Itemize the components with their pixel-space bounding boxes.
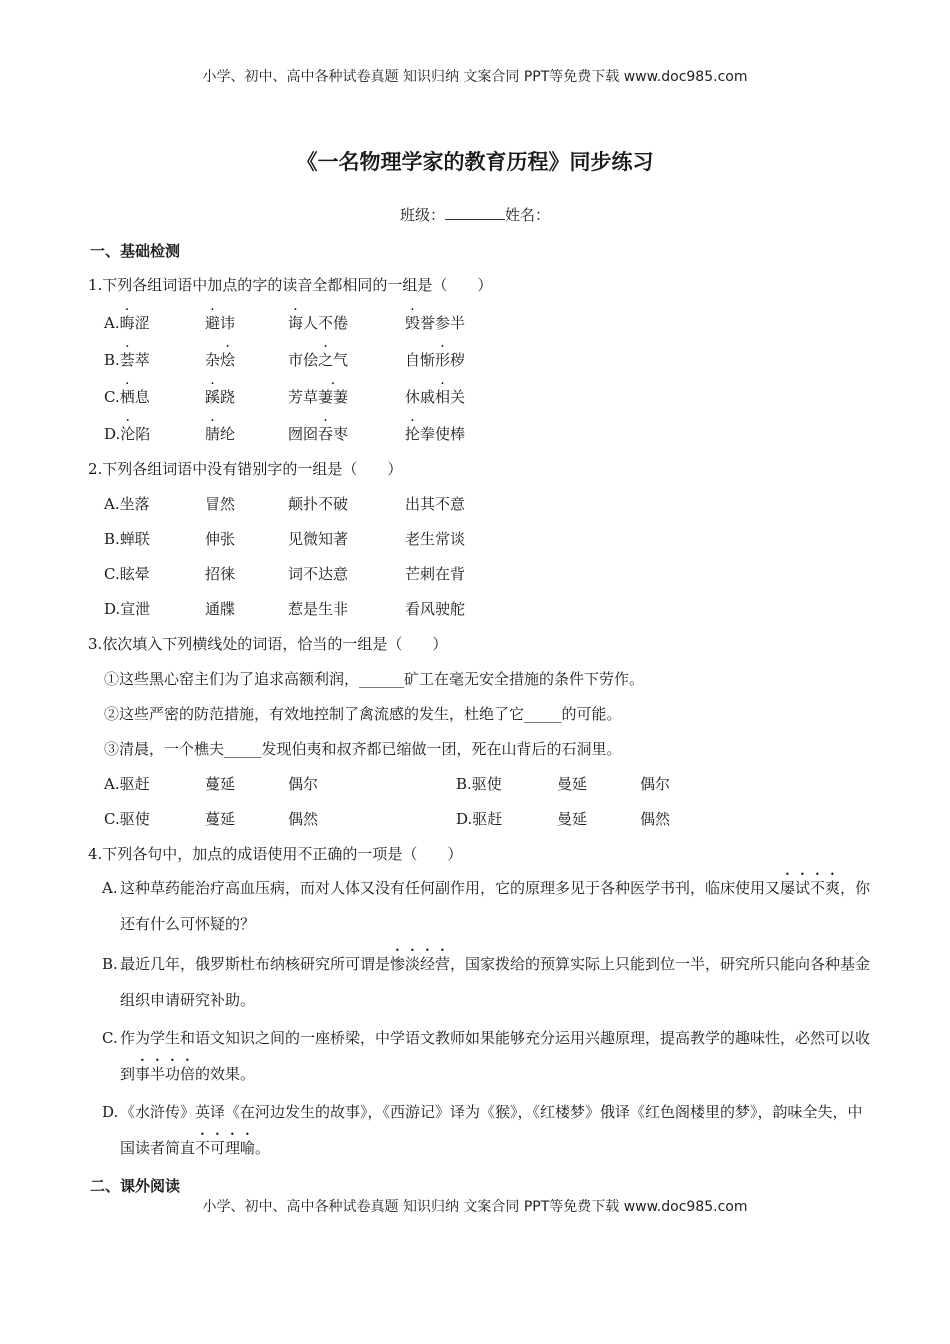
q1-option-c-word3: 芳草萋萋: [288, 388, 349, 406]
q1-option-c-word4: 休戚相关: [405, 388, 466, 406]
class-name-line: [0, 204, 950, 225]
page-title: 《一名物理学家的教育历程》同步练习: [296, 150, 654, 174]
class-label: 班级：: [399, 206, 445, 224]
q3-option-b-word3: 偶尔: [640, 775, 671, 793]
q1-option-b-word3: 市侩之气: [288, 351, 349, 369]
q3-option-a-word1: A.驱赶: [104, 775, 150, 793]
q2-option-c-word3: 词不达意: [288, 565, 349, 583]
q3-sentence-2: ②这些严密的防范措施，有效地控制了禽流感的发生，杜绝了它_____的可能。: [104, 705, 622, 723]
class-blank: [445, 205, 505, 220]
q1-option-b-word2: 杂烩: [205, 351, 236, 369]
q1-option-b-word4: 自惭形秽: [405, 351, 466, 369]
question-4-stem: 4.下列各句中，加点的成语使用不正确的一项是（ ）: [88, 845, 463, 863]
q2-option-a-word4: 出其不意: [405, 495, 466, 513]
q4-option-d: D. 《水浒传》英译《在河边发生的故事》，《西游记》译为《猴》，《红楼梦》俄译《红色阁楼里的梦》，韵味全失，中国读者简直不可理喻。: [102, 1103, 863, 1157]
q1-option-d-word1: D.沦陷: [104, 425, 151, 443]
q3-option-c-word2: 蔓延: [205, 810, 236, 828]
q2-option-c-word4: 芒刺在背: [405, 565, 466, 583]
q3-option-b-word1: B.驱使: [456, 775, 502, 793]
q2-option-a-word1: A.坐落: [104, 495, 150, 513]
q3-option-a-word2: 蔓延: [205, 775, 236, 793]
q4-option-b: B. 最近几年，俄罗斯杜布纳核研究所可谓是惨淡经营，国家拨给的预算实际上只能到位一半，研究所只能向各种基金组织申请研究补助。: [102, 955, 871, 1009]
page-header: 小学、初中、高中各种试卷真题 知识归纳 文案合同 PPT等免费下载 www.doc985.com: [202, 69, 748, 85]
q2-option-d-word2: 通牒: [205, 600, 236, 618]
q1-option-a-word2: 避讳: [205, 314, 236, 332]
q2-option-c-word1: C.眩晕: [104, 565, 150, 583]
q2-option-b-word4: 老生常谈: [405, 530, 466, 548]
q2-option-d-word3: 惹是生非: [288, 600, 349, 618]
q2-option-a-word2: 冒然: [205, 495, 236, 513]
q3-option-c-word3: 偶然: [288, 810, 319, 828]
q1-option-c-word2: 蹊跷: [205, 388, 236, 406]
section-heading-basic: 一、基础检测: [90, 242, 181, 260]
q1-option-b-word1: B.荟萃: [104, 351, 150, 369]
q3-option-d-word1: D.驱赶: [456, 810, 503, 828]
q2-option-b-word1: B.蝉联: [104, 530, 150, 548]
q3-option-b-word2: 曼延: [557, 775, 588, 793]
q1-option-c-word1: C.栖息: [104, 388, 150, 406]
q1-option-a-word4: 毁誉参半: [405, 314, 466, 332]
q4-option-c: C. 作为学生和语文知识之间的一座桥梁，中学语文教师如果能够充分运用兴趣原理，提高教学的趣味性，必然可以收到事半功倍的效果。: [102, 1029, 871, 1083]
q3-option-a-word3: 偶尔: [288, 775, 319, 793]
q1-option-a-word3: 诲人不倦: [288, 314, 349, 332]
q1-option-d-word2: 腈纶: [205, 425, 236, 443]
q4-a-dotted-idiom: 屡试不爽: [780, 879, 841, 897]
q2-option-d-word4: 看风驶舵: [405, 600, 466, 618]
q2-option-a-word3: 颠扑不破: [288, 495, 349, 513]
q3-option-d-word2: 曼延: [557, 810, 588, 828]
q1-option-a-word1: A.晦涩: [104, 314, 150, 332]
page-footer: 小学、初中、高中各种试卷真题 知识归纳 文案合同 PPT等免费下载 www.doc985.com: [202, 1199, 748, 1215]
q3-sentence-1: ①这些黑心窑主们为了追求高额利润，______矿工在毫无安全措施的条件下劳作。: [104, 670, 645, 688]
question-1-stem: 1.下列各组词语中加点的字的读音全都相同的一组是（ ）: [88, 276, 493, 294]
q2-option-c-word2: 招徕: [205, 565, 236, 583]
q3-option-c-word1: C.驱使: [104, 810, 150, 828]
question-2-stem: 2.下列各组词语中没有错别字的一组是（ ）: [88, 460, 403, 478]
q2-option-b-word3: 见微知著: [288, 530, 349, 548]
question-3-stem: 3.依次填入下列横线处的词语，恰当的一组是（ ）: [88, 635, 448, 653]
q2-option-d-word1: D.宣泄: [104, 600, 151, 618]
q2-option-b-word2: 伸张: [205, 530, 236, 548]
section-heading-reading: 二、课外阅读: [90, 1177, 181, 1195]
name-label: 姓名：: [505, 206, 551, 224]
q4-option-a: A. 这种草药能治疗高血压病，而对人体又没有任何副作用，它的原理多见于各种医学书刊，临床使用又屡试不爽，你还有什么可怀疑的？: [102, 879, 871, 933]
q3-option-d-word3: 偶然: [640, 810, 671, 828]
q1-option-d-word4: 抡拳使棒: [405, 425, 466, 443]
q3-sentence-3: ③清晨，一个樵夫_____发现伯夷和叔齐都已缩做一团，死在山背后的石洞里。: [104, 740, 622, 758]
q1-option-d-word3: 囫囵吞枣: [288, 425, 349, 443]
